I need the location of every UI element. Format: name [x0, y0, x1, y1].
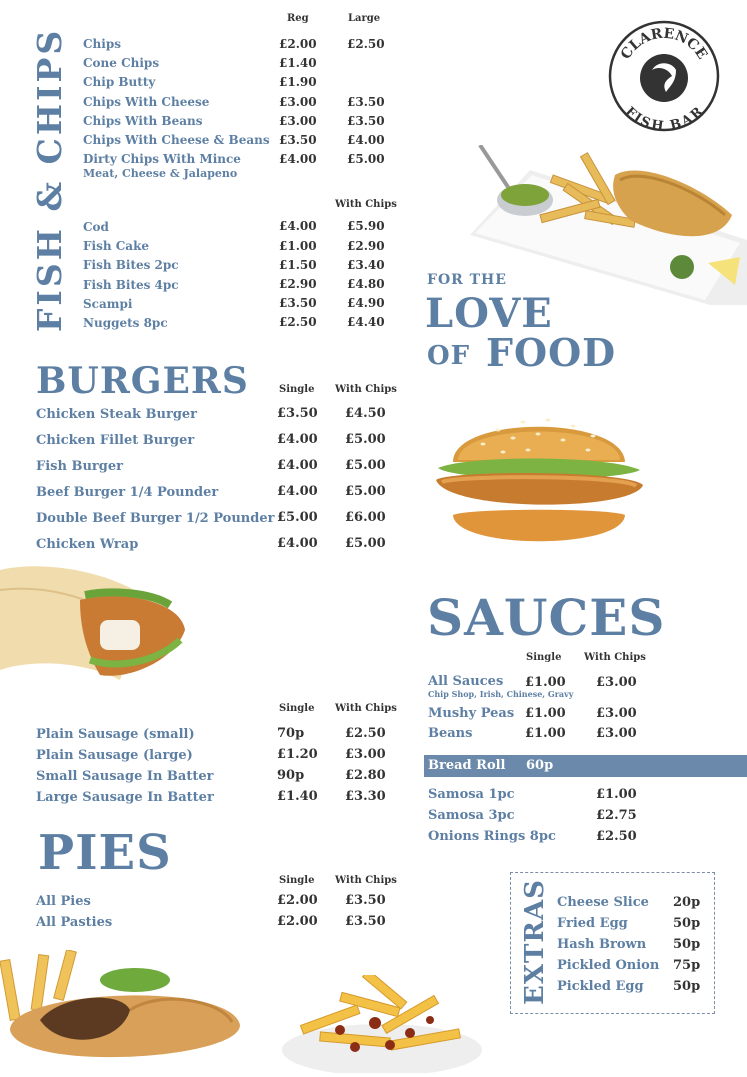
fish-chips-heading: FISH & CHIPS: [30, 27, 69, 332]
price-single: £1.00: [596, 787, 637, 802]
price-reg: £1.90: [279, 75, 317, 89]
logo-text-top: CLARENCE: [617, 25, 711, 63]
price-with: £5.00: [345, 458, 386, 473]
price-reg: £3.00: [279, 114, 317, 128]
price-reg: £1.40: [279, 56, 317, 70]
list-item: Fish Bites 2pc: [83, 258, 179, 272]
price-single: £1.00: [279, 239, 317, 253]
price-single: £2.00: [277, 914, 318, 929]
price-reg: £2.00: [279, 37, 317, 51]
bread-roll-bar: [424, 755, 747, 777]
list-item: Large Sausage In Batter: [36, 790, 214, 805]
price-single: 90p: [277, 768, 305, 783]
list-item: Fish Burger: [36, 459, 123, 474]
tagline-of: OF: [427, 341, 471, 371]
col-single: Single: [279, 384, 315, 395]
price-single: 50p: [673, 916, 701, 931]
price-with: £5.00: [345, 484, 386, 499]
list-item: All Pies: [36, 894, 91, 909]
list-item: Dirty Chips With Mince: [83, 152, 241, 166]
tagline-food: FOOD: [486, 330, 617, 375]
list-item: Cone Chips: [83, 56, 160, 70]
list-item: Double Beef Burger 1/2 Pounder: [36, 511, 275, 526]
price-with: £4.90: [347, 296, 385, 310]
price-with: £3.50: [345, 914, 386, 929]
price-single: £1.00: [525, 706, 566, 721]
price-with: £2.50: [345, 726, 386, 741]
price-single: £4.00: [277, 458, 318, 473]
tagline-love: LOVE: [425, 290, 553, 337]
price-single: £2.00: [277, 893, 318, 908]
price-large: £2.50: [347, 37, 385, 51]
list-item: Chips With Cheese: [83, 95, 210, 109]
col-with-chips: With Chips: [335, 703, 397, 714]
price-single: £1.00: [525, 726, 566, 741]
price-single: £5.00: [277, 510, 318, 525]
price-single: £3.50: [279, 296, 317, 310]
price-large: £5.00: [347, 152, 385, 166]
price-large: £3.50: [347, 114, 385, 128]
list-item: Fish Cake: [83, 239, 150, 253]
wrap-image: [0, 560, 195, 695]
price-with: £4.80: [347, 277, 385, 291]
price-single: £4.00: [277, 536, 318, 551]
col-with-chips: With Chips: [335, 384, 397, 395]
col-single: Single: [279, 875, 315, 886]
list-item: Samosa 3pc: [428, 808, 515, 823]
list-item: Cod: [83, 220, 109, 234]
price-with: £4.40: [347, 315, 385, 329]
price-with: £3.50: [345, 893, 386, 908]
price-single: £2.50: [279, 315, 317, 329]
price-with: £3.00: [345, 747, 386, 762]
fish-chips-image: [470, 145, 747, 305]
col-large: Large: [348, 13, 381, 24]
pies-heading: PIES: [38, 825, 172, 881]
list-item: Nuggets 8pc: [83, 316, 168, 330]
price-single: £2.90: [279, 277, 317, 291]
clarence-logo: [606, 18, 722, 134]
list-item: Fish Bites 4pc: [83, 278, 179, 292]
list-item: Chicken Steak Burger: [36, 407, 198, 422]
price-single: £1.40: [277, 789, 318, 804]
price-with: £3.40: [347, 258, 385, 272]
col-single: Single: [526, 652, 562, 663]
list-item: Beans: [428, 726, 473, 741]
price-reg: £4.00: [279, 152, 317, 166]
item-sub: Chip Shop, Irish, Chinese, Gravy: [428, 689, 574, 699]
price-single: 50p: [673, 979, 701, 994]
list-item: Pickled Egg: [557, 979, 644, 994]
price-single: £3.50: [277, 406, 318, 421]
col-single: Single: [279, 703, 315, 714]
col-with-chips: With Chips: [335, 875, 397, 886]
price-with: £3.00: [596, 706, 637, 721]
bread-roll-price: 60p: [526, 758, 554, 773]
price-reg: £3.50: [279, 133, 317, 147]
price-single: £1.00: [525, 675, 566, 690]
price-with: £3.00: [596, 726, 637, 741]
price-single: £4.00: [279, 219, 317, 233]
list-item: Plain Sausage (small): [36, 727, 195, 742]
list-item: Plain Sausage (large): [36, 748, 193, 763]
price-single: 70p: [277, 726, 305, 741]
price-with: £2.80: [345, 768, 386, 783]
list-item: Samosa 1pc: [428, 787, 515, 802]
extras-heading: EXTRAS: [520, 879, 550, 1005]
price-reg: £3.00: [279, 95, 317, 109]
chips-image: [280, 975, 485, 1073]
list-item: Scampi: [83, 297, 133, 311]
list-item: Onions Rings 8pc: [428, 829, 556, 844]
tagline-small: FOR THE: [427, 272, 507, 288]
price-large: £4.00: [347, 133, 385, 147]
price-with: £2.90: [347, 239, 385, 253]
list-item: Chip Butty: [83, 75, 156, 89]
list-item: Small Sausage In Batter: [36, 769, 214, 784]
price-with: £6.00: [345, 510, 386, 525]
sauces-heading: SAUCES: [427, 588, 666, 647]
list-item: Chips With Beans: [83, 114, 203, 128]
price-single: £1.50: [279, 258, 317, 272]
list-item: All Pasties: [36, 915, 113, 930]
price-single: £4.00: [277, 484, 318, 499]
pie-image: [0, 950, 245, 1073]
price-with: £5.00: [345, 536, 386, 551]
list-item: Chips: [83, 37, 121, 51]
list-item: Fried Egg: [557, 916, 628, 931]
price-with: £3.00: [596, 675, 637, 690]
col-with-chips: With Chips: [584, 652, 646, 663]
list-item: Chicken Wrap: [36, 537, 139, 552]
price-single: 50p: [673, 937, 701, 952]
price-with: £3.30: [345, 789, 386, 804]
bread-roll-label: Bread Roll: [428, 758, 506, 773]
list-item: Hash Brown: [557, 937, 647, 952]
col-reg: Reg: [287, 13, 309, 24]
list-item: All Sauces: [428, 674, 504, 689]
price-single: £2.75: [596, 808, 637, 823]
burgers-heading: BURGERS: [36, 360, 249, 402]
list-item: Mushy Peas: [428, 706, 515, 721]
list-item: Chips With Cheese & Beans: [83, 133, 270, 147]
price-single: £1.20: [277, 747, 318, 762]
list-item: Chicken Fillet Burger: [36, 433, 195, 448]
list-item: Cheese Slice: [557, 895, 649, 910]
price-single: 75p: [673, 958, 701, 973]
price-single: 20p: [673, 895, 701, 910]
price-with: £5.00: [345, 432, 386, 447]
list-item: Pickled Onion: [557, 958, 660, 973]
item-sub: Meat, Cheese & Jalapeno: [83, 167, 238, 180]
price-large: £3.50: [347, 95, 385, 109]
price-single: £2.50: [596, 829, 637, 844]
price-with: £5.90: [347, 219, 385, 233]
burger-image: [428, 400, 650, 560]
logo-text-bottom: FISH BAR: [621, 104, 707, 134]
col-with-chips: With Chips: [335, 199, 397, 210]
price-with: £4.50: [345, 406, 386, 421]
list-item: Beef Burger 1/4 Pounder: [36, 485, 219, 500]
price-single: £4.00: [277, 432, 318, 447]
